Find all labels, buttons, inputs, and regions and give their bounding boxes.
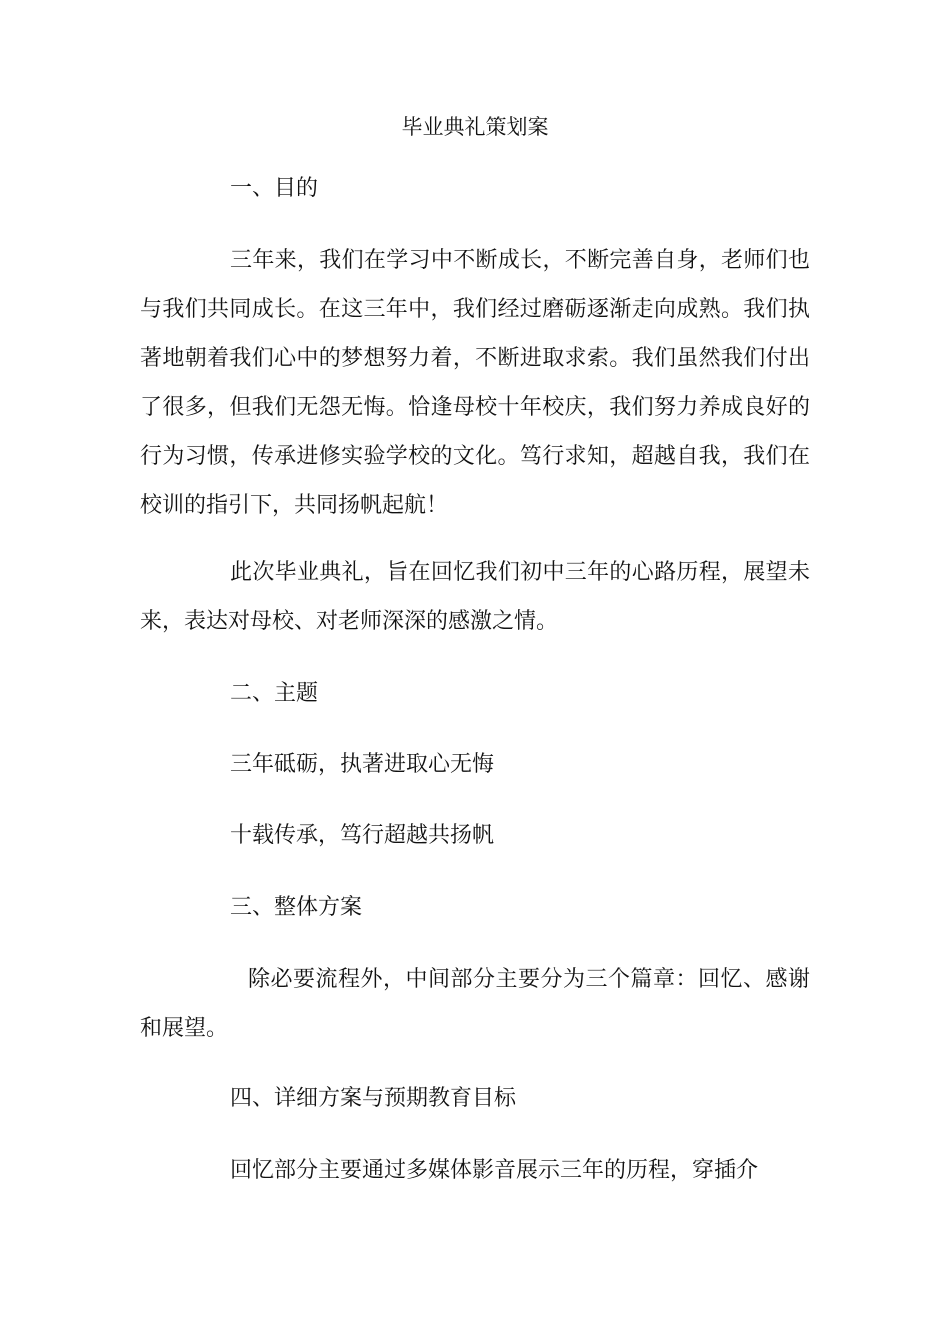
- section-heading-overall-plan: 三、整体方案: [230, 895, 363, 920]
- paragraph-ceremony-aim: 此次毕业典礼，旨在回忆我们初中三年的心路历程，展望未来，表达对母校、对老师深深的感激之情。: [140, 560, 810, 634]
- paragraph-detailed-plan: 回忆部分主要通过多媒体影音展示三年的历程，穿插介: [230, 1158, 759, 1183]
- theme-line-1: 三年砥砺，执著进取心无悔: [230, 752, 495, 777]
- section-heading-purpose: 一、目的: [230, 176, 319, 201]
- section-heading-detailed-plan: 四、详细方案与预期教育目标: [230, 1086, 517, 1111]
- section-heading-theme: 二、主题: [230, 681, 319, 706]
- paragraph-purpose: 三年来，我们在学习中不断成长，不断完善自身，老师们也与我们共同成长。在这三年中，我们经过磨砺逐渐走向成熟。我们执著地朝着我们心中的梦想努力着，不断进取求索。我们虽然我们付出了很多，但我们无怨无悔。恰逢母校十年校庆，我们努力养成良好的行为习惯，传承进修实验学校的文化。笃行求知，超越自我，我们在校训的指引下，共同扬帆起航！: [140, 248, 810, 518]
- document-title: 毕业典礼策划案: [401, 115, 549, 139]
- paragraph-overall-plan: 除必要流程外，中间部分主要分为三个篇章：回忆、感谢和展望。: [140, 967, 810, 1041]
- theme-line-2: 十载传承，笃行超越共扬帆: [230, 823, 495, 848]
